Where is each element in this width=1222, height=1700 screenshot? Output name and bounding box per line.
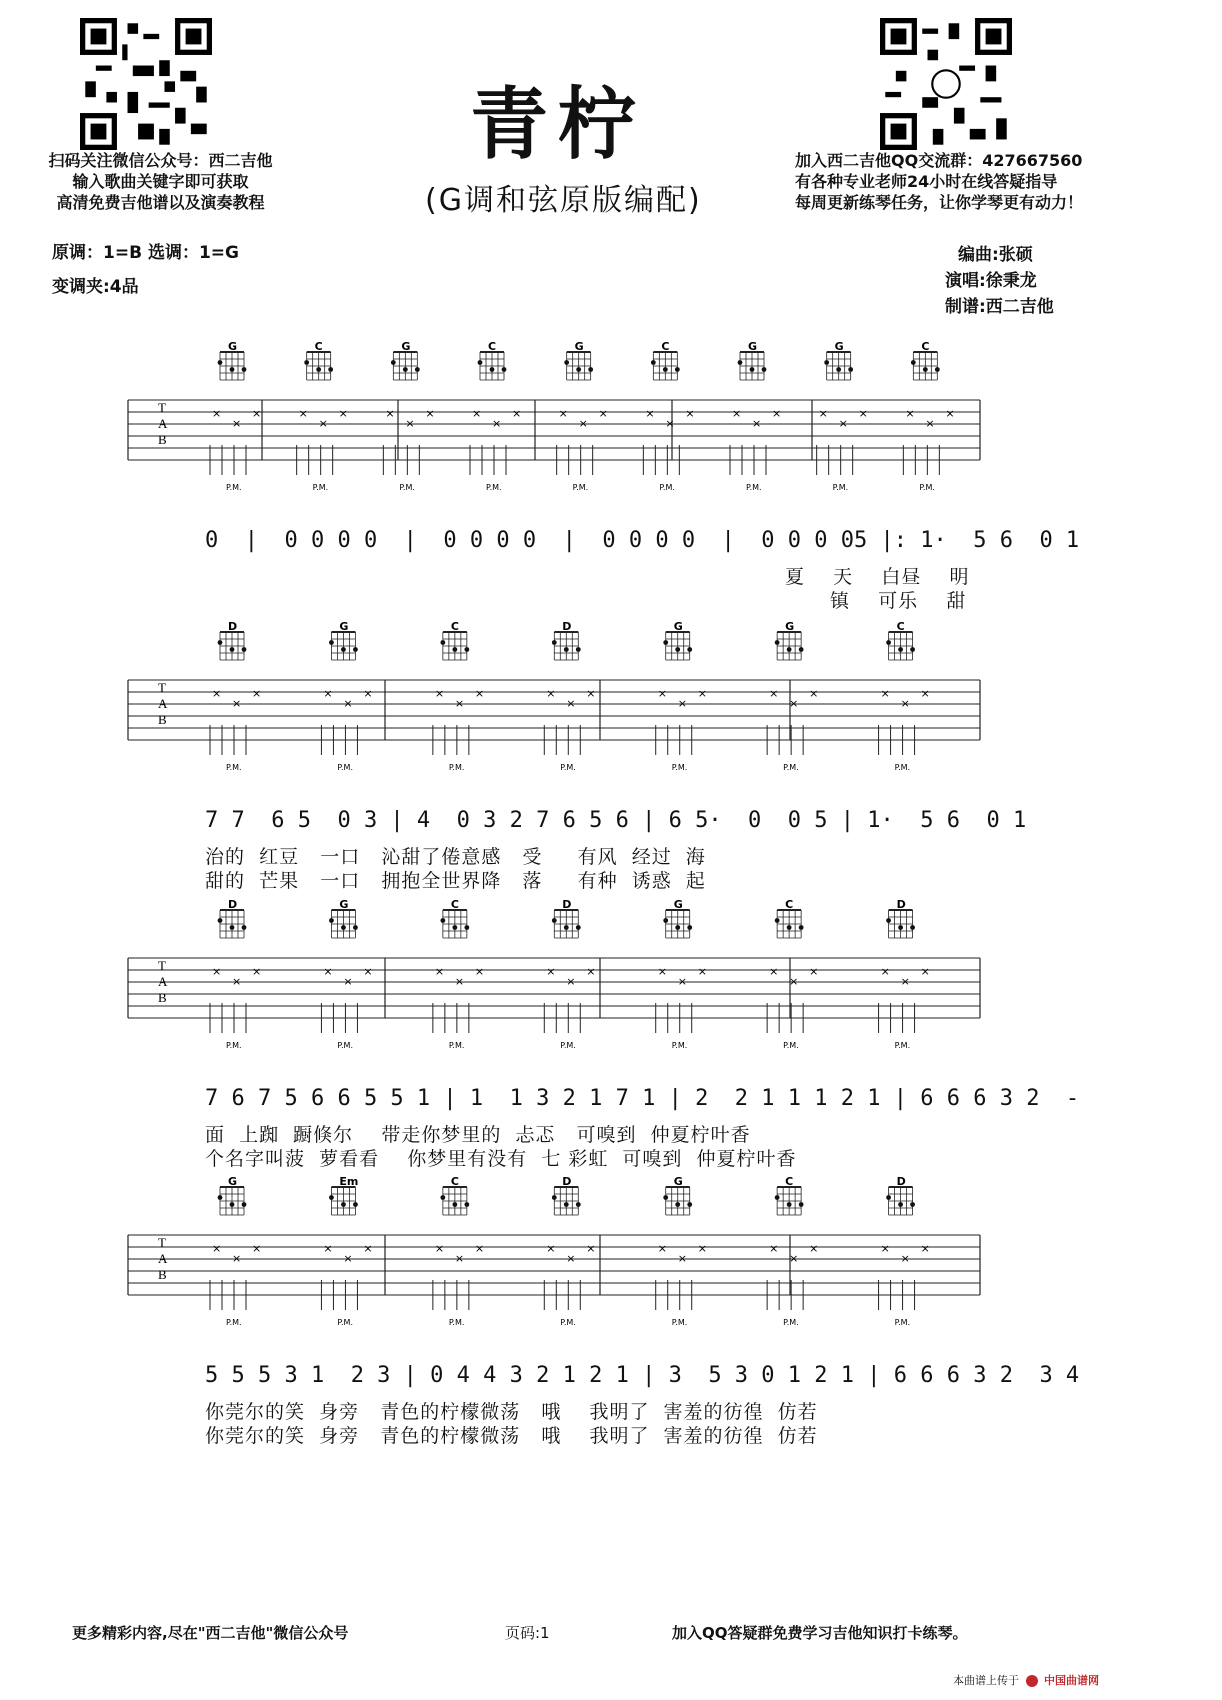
tab-x-mark: ×	[363, 965, 373, 978]
palm-mute-label: P.M.	[560, 1318, 576, 1327]
tab-x-mark: ×	[752, 417, 762, 430]
tab-clef-letter: T	[158, 680, 166, 695]
palm-mute-label: P.M.	[226, 763, 242, 772]
jianpu-line: 5 5 5 3 1 2 3 | 0 4 4 3 2 1 2 1 | 3 5 3 0 1 2 1 | 6 6 6 3 2 3 4	[205, 1363, 1080, 1388]
chord-diagram	[552, 910, 581, 938]
chord-diagram	[329, 632, 358, 660]
tab-clef-letter: B	[158, 1267, 167, 1282]
tab-x-mark: ×	[385, 407, 395, 420]
tab-x-mark: ×	[434, 1242, 445, 1255]
tab-x-mark: ×	[657, 1242, 667, 1255]
wechat-qr-code	[80, 18, 212, 150]
palm-mute-label: P.M.	[671, 763, 688, 772]
chord-diagram	[218, 910, 247, 938]
score-system	[0, 340, 1222, 612]
chord-diagram	[329, 1187, 358, 1215]
arranger: 编曲:张硕	[958, 245, 1033, 265]
footer-left: 更多精彩内容,尽在"西二吉他"微信公众号	[72, 1624, 349, 1642]
tab-x-mark: ×	[252, 965, 262, 978]
tab-staff	[0, 1175, 1222, 1395]
chord-name: C	[450, 898, 459, 911]
chord-diagram	[775, 632, 804, 660]
chord-name: D	[562, 898, 572, 911]
tab-x-mark: ×	[338, 407, 348, 420]
chord-name: D	[562, 620, 572, 633]
lyric-line-2: 个名字叫菠 萝看看 你梦里有没有 七 彩虹 可嗅到 仲夏柠叶香	[205, 1148, 797, 1170]
chord-diagram	[440, 1187, 469, 1215]
left-promo-line: 扫码关注微信公众号：西二吉他	[48, 151, 273, 170]
tab-x-mark: ×	[586, 687, 596, 700]
tab-x-mark: ×	[880, 1242, 890, 1255]
palm-mute-label: P.M.	[448, 1318, 465, 1327]
chord-diagram	[218, 632, 247, 660]
tab-x-mark: ×	[789, 1252, 799, 1265]
palm-mute-label: P.M.	[448, 763, 465, 772]
chord-name: C	[785, 1175, 794, 1188]
chord-diagram	[564, 352, 593, 380]
tab-x-mark: ×	[252, 687, 262, 700]
palm-mute-label: P.M.	[572, 483, 589, 492]
tab-clef-letter: A	[158, 974, 168, 989]
tab-x-mark: ×	[818, 407, 828, 420]
tab-x-mark: ×	[323, 687, 333, 700]
tab-x-mark: ×	[880, 687, 890, 700]
palm-mute-label: P.M.	[671, 1318, 688, 1327]
chord-name: G	[228, 1175, 238, 1188]
chord-name: C	[921, 340, 930, 353]
tab-x-mark: ×	[665, 417, 675, 430]
tab-clef-letter: A	[158, 696, 168, 711]
chord-name: G	[834, 340, 844, 353]
tab-x-mark: ×	[546, 687, 556, 700]
palm-mute-label: P.M.	[448, 1041, 465, 1050]
palm-mute-label: P.M.	[560, 1041, 576, 1050]
chord-name: D	[896, 1175, 906, 1188]
tab-clef-letter: A	[158, 416, 168, 431]
lyric-line-2: 镇 可乐 甜	[830, 590, 967, 612]
tab-x-mark: ×	[343, 1252, 353, 1265]
tab-x-mark: ×	[558, 407, 568, 420]
lyric-line-2: 甜的 芒果 一口 拥抱全世界降 落 有种 诱惑 起	[205, 870, 706, 892]
palm-mute-label: P.M.	[226, 1318, 242, 1327]
tab-x-mark: ×	[677, 975, 687, 988]
chord-diagram	[440, 632, 469, 660]
score-system	[0, 620, 1222, 892]
palm-mute-label: P.M.	[312, 483, 329, 492]
tab-x-mark: ×	[232, 697, 242, 710]
tab-x-mark: ×	[586, 965, 596, 978]
chord-name: G	[228, 340, 238, 353]
tab-x-mark: ×	[657, 965, 667, 978]
chord-diagram	[478, 352, 507, 380]
tab-x-mark: ×	[472, 407, 482, 420]
chord-name: C	[488, 340, 497, 353]
right-promo	[795, 150, 1105, 213]
tab-x-mark: ×	[318, 417, 328, 430]
tab-x-mark: ×	[566, 975, 576, 988]
chord-diagram	[663, 910, 692, 938]
chord-diagram	[911, 352, 940, 380]
tab-x-mark: ×	[454, 1252, 465, 1265]
tab-clef-letter: B	[158, 712, 167, 727]
tab-x-mark: ×	[697, 1242, 707, 1255]
chord-diagram	[218, 1187, 247, 1215]
tab-x-mark: ×	[546, 1242, 556, 1255]
tab-clef-letter: B	[158, 432, 167, 447]
tab-x-mark: ×	[232, 1252, 242, 1265]
tab-x-mark: ×	[900, 975, 910, 988]
jianpu-line: 0 | 0 0 0 0 | 0 0 0 0 | 0 0 0 0 | 0 0 0 05 |: 1· 5 6 0 1	[205, 528, 1080, 553]
chord-name: C	[785, 898, 794, 911]
chord-diagram	[775, 910, 804, 938]
chord-name: G	[401, 340, 411, 353]
palm-mute-label: P.M.	[337, 1318, 354, 1327]
tab-x-mark: ×	[212, 407, 222, 420]
qq-group-qr-code	[880, 18, 1012, 150]
chord-diagram	[775, 1187, 804, 1215]
palm-mute-label: P.M.	[746, 483, 762, 492]
capo-info: 变调夹:4品	[52, 277, 139, 297]
song-subtitle: (G调和弦原版编配)	[425, 183, 702, 218]
chord-diagram	[329, 910, 358, 938]
tab-clef-letter: B	[158, 990, 167, 1005]
tab-x-mark: ×	[925, 417, 935, 430]
chord-name: G	[574, 340, 584, 353]
tab-staff	[0, 898, 1222, 1118]
tab-x-mark: ×	[434, 687, 445, 700]
tab-x-mark: ×	[586, 1242, 596, 1255]
tab-x-mark: ×	[789, 975, 799, 988]
right-promo-line: 每周更新练琴任务，让你学琴更有动力！	[795, 193, 1084, 212]
chord-diagram	[738, 352, 767, 380]
tab-x-mark: ×	[677, 1252, 687, 1265]
chord-diagram	[552, 632, 581, 660]
tab-x-mark: ×	[697, 965, 707, 978]
tab-x-mark: ×	[900, 1252, 910, 1265]
tab-x-mark: ×	[809, 965, 819, 978]
tab-x-mark: ×	[252, 407, 262, 420]
chord-diagram	[651, 352, 680, 380]
palm-mute-label: P.M.	[337, 763, 354, 772]
palm-mute-label: P.M.	[486, 483, 502, 492]
chord-name: G	[785, 620, 795, 633]
song-title: 青柠	[470, 80, 647, 170]
jianpu-line: 7 6 7 5 6 6 5 5 1 | 1 1 3 2 1 7 1 | 2 2 1 1 1 2 1 | 6 6 6 3 2 -	[205, 1086, 1080, 1111]
tab-staff	[0, 340, 1222, 560]
tab-x-mark: ×	[252, 1242, 262, 1255]
lyric-line-2: 你莞尔的笑 身旁 青色的柠檬微荡 哦 我明了 害羞的彷徨 仿若	[205, 1425, 818, 1447]
upload-text: 本曲谱上传于	[953, 1674, 1019, 1687]
tab-x-mark: ×	[900, 697, 910, 710]
palm-mute-label: P.M.	[671, 1041, 688, 1050]
palm-mute-label: P.M.	[560, 763, 576, 772]
tab-x-mark: ×	[363, 1242, 373, 1255]
tab-x-mark: ×	[769, 687, 779, 700]
palm-mute-label: P.M.	[399, 483, 415, 492]
tab-x-mark: ×	[363, 687, 373, 700]
chord-name: C	[661, 340, 670, 353]
palm-mute-label: P.M.	[226, 483, 242, 492]
singer: 演唱:徐秉龙	[945, 271, 1037, 291]
chord-name: C	[896, 620, 905, 633]
chord-diagram	[824, 352, 853, 380]
transcriber: 制谱:西二吉他	[945, 297, 1054, 317]
chord-name: D	[896, 898, 906, 911]
tab-x-mark: ×	[323, 1242, 333, 1255]
chord-name: D	[228, 898, 238, 911]
tab-x-mark: ×	[920, 1242, 930, 1255]
tab-x-mark: ×	[454, 975, 465, 988]
tab-x-mark: ×	[769, 1242, 779, 1255]
chord-name: G	[673, 898, 683, 911]
palm-mute-label: P.M.	[659, 483, 675, 492]
tab-x-mark: ×	[789, 697, 799, 710]
tab-staff	[0, 620, 1222, 840]
footer-page: 页码:1	[505, 1624, 550, 1642]
chord-name: G	[673, 1175, 683, 1188]
chord-name: D	[228, 620, 238, 633]
chord-name: C	[314, 340, 323, 353]
tab-x-mark: ×	[512, 407, 522, 420]
palm-mute-label: P.M.	[783, 1318, 799, 1327]
tab-x-mark: ×	[474, 965, 485, 978]
chord-diagram	[663, 1187, 692, 1215]
left-promo	[38, 150, 283, 213]
tab-x-mark: ×	[232, 417, 242, 430]
tab-x-mark: ×	[809, 1242, 819, 1255]
palm-mute-label: P.M.	[894, 763, 911, 772]
chord-diagram	[886, 1187, 915, 1215]
tab-x-mark: ×	[474, 687, 485, 700]
tab-x-mark: ×	[920, 965, 930, 978]
key-info: 原调：1=B 选调：1=G	[52, 243, 239, 263]
chord-diagram	[391, 352, 420, 380]
tab-x-mark: ×	[920, 687, 930, 700]
tab-x-mark: ×	[212, 965, 222, 978]
footer-right: 加入QQ答疑群免费学习吉他知识打卡练琴。	[672, 1624, 968, 1642]
lyric-line-1: 面 上踟 蹰倏尔 带走你梦里的 忐忑 可嗅到 仲夏柠叶香	[205, 1124, 751, 1146]
tab-x-mark: ×	[657, 687, 667, 700]
tab-clef-letter: A	[158, 1251, 168, 1266]
left-promo-line: 输入歌曲关键字即可获取	[72, 172, 249, 191]
tab-x-mark: ×	[880, 965, 890, 978]
chord-diagram	[886, 910, 915, 938]
right-promo-line: 加入西二吉他QQ交流群：427667560	[795, 151, 1083, 170]
tab-x-mark: ×	[685, 407, 695, 420]
jianpu-line: 7 7 6 5 0 3 | 4 0 3 2 7 6 5 6 | 6 5· 0 0 5 | 1· 5 6 0 1	[205, 808, 1027, 833]
tab-x-mark: ×	[566, 1252, 576, 1265]
tab-x-mark: ×	[809, 687, 819, 700]
chord-name: G	[748, 340, 758, 353]
tab-x-mark: ×	[732, 407, 742, 420]
chord-diagram	[304, 352, 333, 380]
chord-diagram	[886, 632, 915, 660]
palm-mute-label: P.M.	[894, 1041, 911, 1050]
tab-x-mark: ×	[405, 417, 415, 430]
palm-mute-label: P.M.	[783, 763, 799, 772]
tab-x-mark: ×	[298, 407, 308, 420]
tab-x-mark: ×	[212, 687, 222, 700]
tab-x-mark: ×	[772, 407, 782, 420]
palm-mute-label: P.M.	[783, 1041, 799, 1050]
chord-name: G	[339, 620, 349, 633]
tab-x-mark: ×	[474, 1242, 485, 1255]
tab-x-mark: ×	[858, 407, 868, 420]
tab-x-mark: ×	[425, 407, 435, 420]
lyric-line-1: 治的 红豆 一口 沁甜了倦意感 受 有风 经过 海	[205, 846, 706, 868]
tab-x-mark: ×	[343, 975, 353, 988]
tab-x-mark: ×	[434, 965, 445, 978]
upload-note	[953, 1672, 1099, 1688]
tab-x-mark: ×	[566, 697, 576, 710]
tab-x-mark: ×	[677, 697, 687, 710]
tab-x-mark: ×	[645, 407, 655, 420]
chord-name: C	[450, 1175, 459, 1188]
palm-mute-label: P.M.	[832, 483, 849, 492]
chord-name: Em	[339, 1175, 359, 1188]
tab-x-mark: ×	[945, 407, 955, 420]
tab-x-mark: ×	[323, 965, 333, 978]
tab-x-mark: ×	[598, 407, 608, 420]
tab-x-mark: ×	[838, 417, 848, 430]
right-promo-line: 有各种专业老师24小时在线答疑指导	[795, 172, 1058, 191]
palm-mute-label: P.M.	[919, 483, 935, 492]
chord-name: C	[450, 620, 459, 633]
chord-name: G	[673, 620, 683, 633]
lyric-line-1: 你莞尔的笑 身旁 青色的柠檬微荡 哦 我明了 害羞的彷徨 仿若	[205, 1401, 818, 1423]
lyric-line-1: 夏 天 白昼 明	[785, 566, 970, 588]
tab-x-mark: ×	[769, 965, 779, 978]
site-name: 中国曲谱网	[1044, 1674, 1099, 1687]
chord-name: G	[339, 898, 349, 911]
chord-diagram	[663, 632, 692, 660]
tab-x-mark: ×	[697, 687, 707, 700]
tab-x-mark: ×	[578, 417, 588, 430]
chord-diagram	[218, 352, 247, 380]
palm-mute-label: P.M.	[226, 1041, 242, 1050]
tab-x-mark: ×	[454, 697, 465, 710]
tab-x-mark: ×	[492, 417, 502, 430]
tab-clef-letter: T	[158, 400, 166, 415]
tab-x-mark: ×	[212, 1242, 222, 1255]
tab-x-mark: ×	[232, 975, 242, 988]
chord-diagram	[440, 910, 469, 938]
tab-clef-letter: T	[158, 958, 166, 973]
palm-mute-label: P.M.	[337, 1041, 354, 1050]
tab-x-mark: ×	[343, 697, 353, 710]
score-system	[0, 898, 1222, 1170]
tab-x-mark: ×	[546, 965, 556, 978]
palm-mute-label: P.M.	[894, 1318, 911, 1327]
chord-diagram	[552, 1187, 581, 1215]
tab-clef-letter: T	[158, 1235, 166, 1250]
chord-name: D	[562, 1175, 572, 1188]
score-system	[0, 1175, 1222, 1447]
site-logo-icon	[1026, 1675, 1038, 1687]
tab-x-mark: ×	[905, 407, 915, 420]
left-promo-line: 高清免费吉他谱以及演奏教程	[56, 193, 265, 212]
